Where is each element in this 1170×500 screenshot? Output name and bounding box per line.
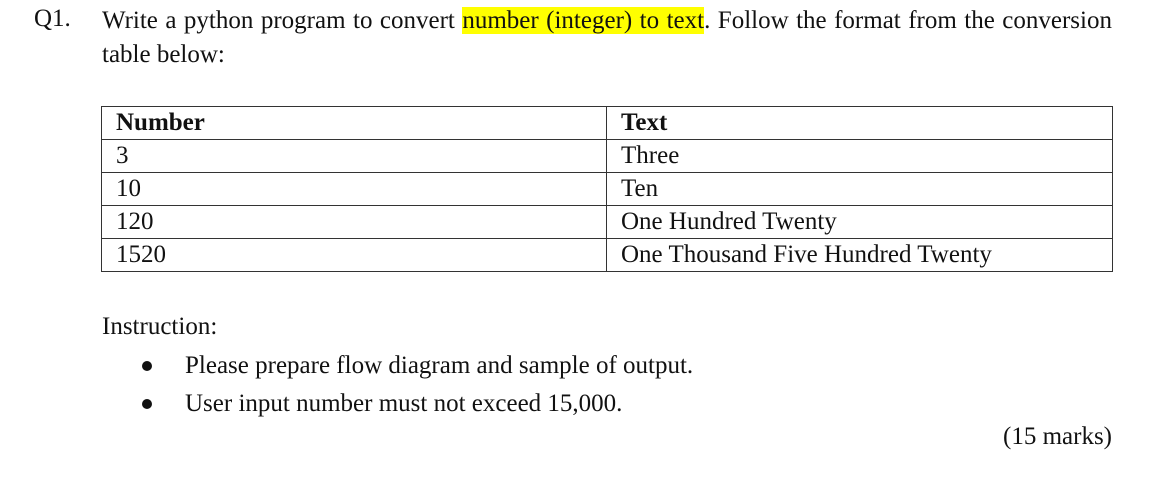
cell-number: 1520 — [102, 239, 607, 272]
table-row — [102, 206, 1113, 239]
question-text-before: Write a python program to convert — [102, 7, 463, 34]
table-row — [102, 173, 1113, 206]
cell-text: One Thousand Five Hundred Twenty — [607, 239, 1113, 272]
bullet-icon — [142, 361, 152, 371]
marks-label: (15 marks) — [1003, 423, 1112, 450]
question-number: Q1. — [34, 5, 71, 32]
instruction-item-text: User input number must not exceed 15,000. — [185, 390, 623, 417]
list-item — [102, 385, 693, 423]
instruction-title: Instruction: — [102, 313, 218, 340]
cell-number: 10 — [102, 173, 607, 206]
bullet-icon — [142, 399, 152, 409]
highlighted-phrase: number (integer) to text — [462, 7, 705, 34]
instruction-list — [102, 347, 693, 423]
conversion-table — [101, 106, 1113, 272]
column-header-number: Number — [102, 107, 607, 140]
list-item — [102, 347, 693, 385]
column-header-text: Text — [607, 107, 1113, 140]
table-row — [102, 239, 1113, 272]
instruction-item-text: Please prepare flow diagram and sample of output. — [185, 352, 694, 379]
cell-text: Three — [607, 140, 1113, 173]
table-header-row — [102, 107, 1113, 140]
cell-text: One Hundred Twenty — [607, 206, 1113, 239]
question-text-after: . Follow the format from the conversion table below: — [102, 7, 1112, 68]
table-row — [102, 140, 1113, 173]
cell-text: Ten — [607, 173, 1113, 206]
cell-number: 120 — [102, 206, 607, 239]
question-text — [102, 4, 1112, 72]
cell-number: 3 — [102, 140, 607, 173]
